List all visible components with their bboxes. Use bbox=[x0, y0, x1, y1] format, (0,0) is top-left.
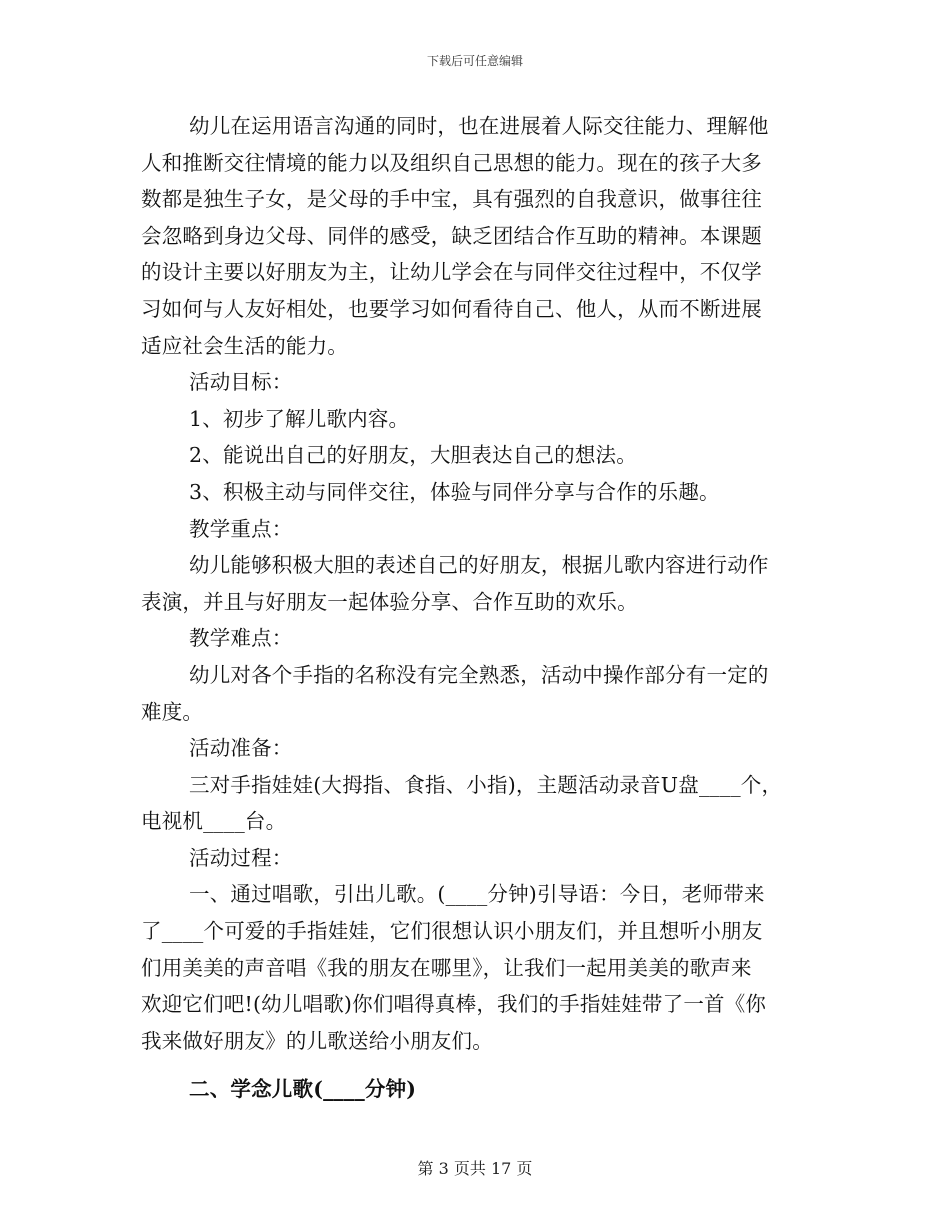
section-heading: 活动目标： bbox=[189, 370, 293, 395]
section-heading: 活动准备： bbox=[189, 736, 293, 761]
paragraph-line: 们用美美的声音唱《我的朋友在哪里》，让我们一起用美美的歌声来 bbox=[141, 955, 752, 980]
section-heading: 教学重点： bbox=[189, 516, 293, 541]
paragraph-line: 数都是独生子女，是父母的手中宝，具有强烈的自我意识，做事往往 bbox=[141, 187, 762, 212]
section-heading: 活动过程： bbox=[189, 845, 293, 870]
paragraph-line: 人和推断交往情境的能力以及组织自己思想的能力。现在的孩子大多 bbox=[141, 150, 762, 175]
paragraph-line: 幼儿对各个手指的名称没有完全熟悉，活动中操作部分有一定的 bbox=[189, 662, 769, 687]
paragraph-line: 三对手指娃娃(大拇指、食指、小指)，主题活动录音U盘____个， bbox=[189, 772, 783, 797]
paragraph-line: 欢迎它们吧!(幼儿唱歌)你们唱得真棒，我们的手指娃娃带了一首《你 bbox=[141, 992, 767, 1017]
paragraph-line: 的设计主要以好朋友为主，让幼儿学会在与同伴交往过程中，不仅学 bbox=[141, 260, 762, 285]
list-item: 3、积极主动与同伴交往，体验与同伴分享与合作的乐趣。 bbox=[189, 479, 720, 504]
paragraph-line: 适应社会生活的能力。 bbox=[141, 333, 348, 358]
paragraph-line: 表演，并且与好朋友一起体验分享、合作互助的欢乐。 bbox=[141, 589, 638, 614]
spacer bbox=[141, 1059, 801, 1071]
paragraph-line: 了____个可爱的手指娃娃，它们很想认识小朋友们，并且想听小朋友 bbox=[141, 919, 763, 944]
paragraph-line: 电视机____台。 bbox=[141, 809, 287, 834]
paragraph-line: 一、通过唱歌，引出儿歌。(____分钟)引导语：今日，老师带来 bbox=[189, 882, 765, 907]
paragraph-line: 幼儿在运用语言沟通的同时，也在进展着人际交往能力、理解他 bbox=[189, 114, 769, 138]
section-heading: 教学难点： bbox=[189, 626, 293, 651]
list-item: 1、初步了解儿歌内容。 bbox=[189, 406, 410, 431]
section-heading-bold: 二、学念儿歌(____分钟) bbox=[189, 1077, 417, 1102]
page-header: 下载后可任意编辑 bbox=[426, 54, 523, 68]
paragraph-line: 习如何与人友好相处，也要学习如何看待自己、他人，从而不断进展 bbox=[141, 296, 762, 321]
list-item: 2、能说出自己的好朋友，大胆表达自己的想法。 bbox=[189, 443, 637, 468]
paragraph-line: 难度。 bbox=[141, 699, 204, 724]
page-footer: 第 3 页共 17 页 bbox=[417, 1159, 533, 1178]
paragraph-line: 我来做好朋友》的儿歌送给小朋友们。 bbox=[141, 1028, 493, 1053]
document-body bbox=[141, 108, 801, 1108]
paragraph-line: 会忽略到身边父母、同伴的感受，缺乏团结合作互助的精神。本课题 bbox=[141, 223, 762, 248]
paragraph-line: 幼儿能够积极大胆的表述自己的好朋友，根据儿歌内容进行动作 bbox=[189, 553, 769, 578]
